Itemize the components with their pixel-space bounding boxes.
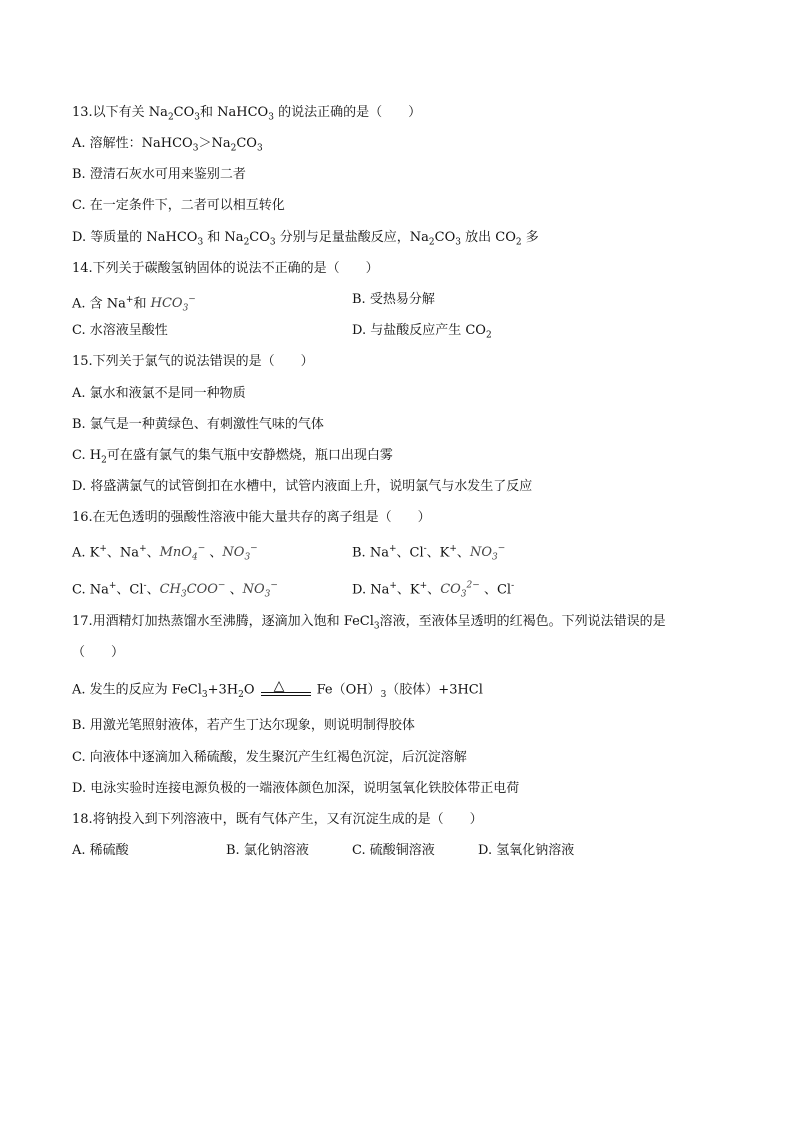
q15-stem: 15.下列关于氯气的说法错误的是（ ） <box>72 354 314 369</box>
q17-stem-line1: 17.用酒精灯加热蒸馏水至沸腾，逐滴加入饱和 FeCl$_3$溶液，至液体呈透明的红褐色。下列说法错误的是 <box>72 614 666 632</box>
q17-option-c: C. 向液体中逐滴加入稀硫酸，发生聚沉产生红褐色沉淀，后沉淀溶解 <box>72 750 467 765</box>
q13-option-d: D. 等质量的 NaHCO$_3$ 和 $Na_2CO_3$ 分别与足量盐酸反应，$Na_2CO_3$ 放出 $CO_2$ 多 <box>72 230 539 248</box>
heat-triangle-icon: △ <box>273 678 285 694</box>
q17-stem-line2: （ ） <box>72 645 125 660</box>
q18-option-d: D. 氢氧化钠溶液 <box>478 843 575 858</box>
q15-option-a: A. 氯水和液氯不是同一种物质 <box>72 386 246 401</box>
q16-option-d: D. Na+、K+、$CO_3^{2-}$ 、Cl- <box>352 581 515 600</box>
q15-option-c: C. $H_2$可在盛有氯气的集气瓶中安静燃烧，瓶口出现白雾 <box>72 448 393 466</box>
q13-option-a: A. 溶解性：$NaHCO_3>Na_2CO_3$ <box>72 136 263 154</box>
heating-equals-sign <box>261 680 311 700</box>
q16-stem: 16.在无色透明的强酸性溶液中能大量共存的离子组是（ ） <box>72 510 431 525</box>
q14-option-d: D. 与盐酸反应产生 $CO_2$ <box>352 323 492 341</box>
q17-option-a: A. 发生的反应为 $FeCl_3+3H_2O$ △ $Fe(OH)_3$（胶体）+3HCl <box>72 678 483 701</box>
q15-option-b: B. 氯气是一种黄绿色、有刺激性气味的气体 <box>72 417 324 432</box>
q13-stem: 13.以下有关 $Na_2CO_3$和 NaHCO$_3$ 的说法正确的是（ ） <box>72 105 422 123</box>
q18-option-a: A. 稀硫酸 <box>72 843 129 858</box>
q14-stem: 14.下列关于碳酸氢钠固体的说法不正确的是（ ） <box>72 261 379 276</box>
q14-option-a: A. 含 Na+和 $HCO_3^-$ <box>72 295 196 314</box>
q15-option-d: D. 将盛满氯气的试管倒扣在水槽中，试管内液面上升，说明氯气与水发生了反应 <box>72 479 533 494</box>
q16-option-a: A. K+、Na+、MnO$_4$− 、$NO_3^-$ <box>72 544 258 563</box>
q18-option-b: B. 氯化钠溶液 <box>226 843 309 858</box>
q18-option-c: C. 硫酸铜溶液 <box>352 843 435 858</box>
q17-option-d: D. 电泳实验时连接电源负极的一端液体颜色加深，说明氢氧化铁胶体带正电荷 <box>72 781 520 796</box>
q13-option-b: B. 澄清石灰水可用来鉴别二者 <box>72 167 246 182</box>
q16-option-c: C. Na+、Cl-、$CH_3COO^-$ 、$NO_3^-$ <box>72 581 278 600</box>
q18-stem: 18.将钠投入到下列溶液中，既有气体产生，又有沉淀生成的是（ ） <box>72 812 483 827</box>
q13-option-c: C. 在一定条件下，二者可以相互转化 <box>72 198 285 213</box>
q14-option-c: C. 水溶液呈酸性 <box>72 323 168 338</box>
q17-option-b: B. 用激光笔照射液体，若产生丁达尔现象，则说明制得胶体 <box>72 718 415 733</box>
q14-option-b: B. 受热易分解 <box>352 292 435 307</box>
q16-option-b: B. Na+、Cl-、K+、$NO_3^-$ <box>352 544 506 563</box>
